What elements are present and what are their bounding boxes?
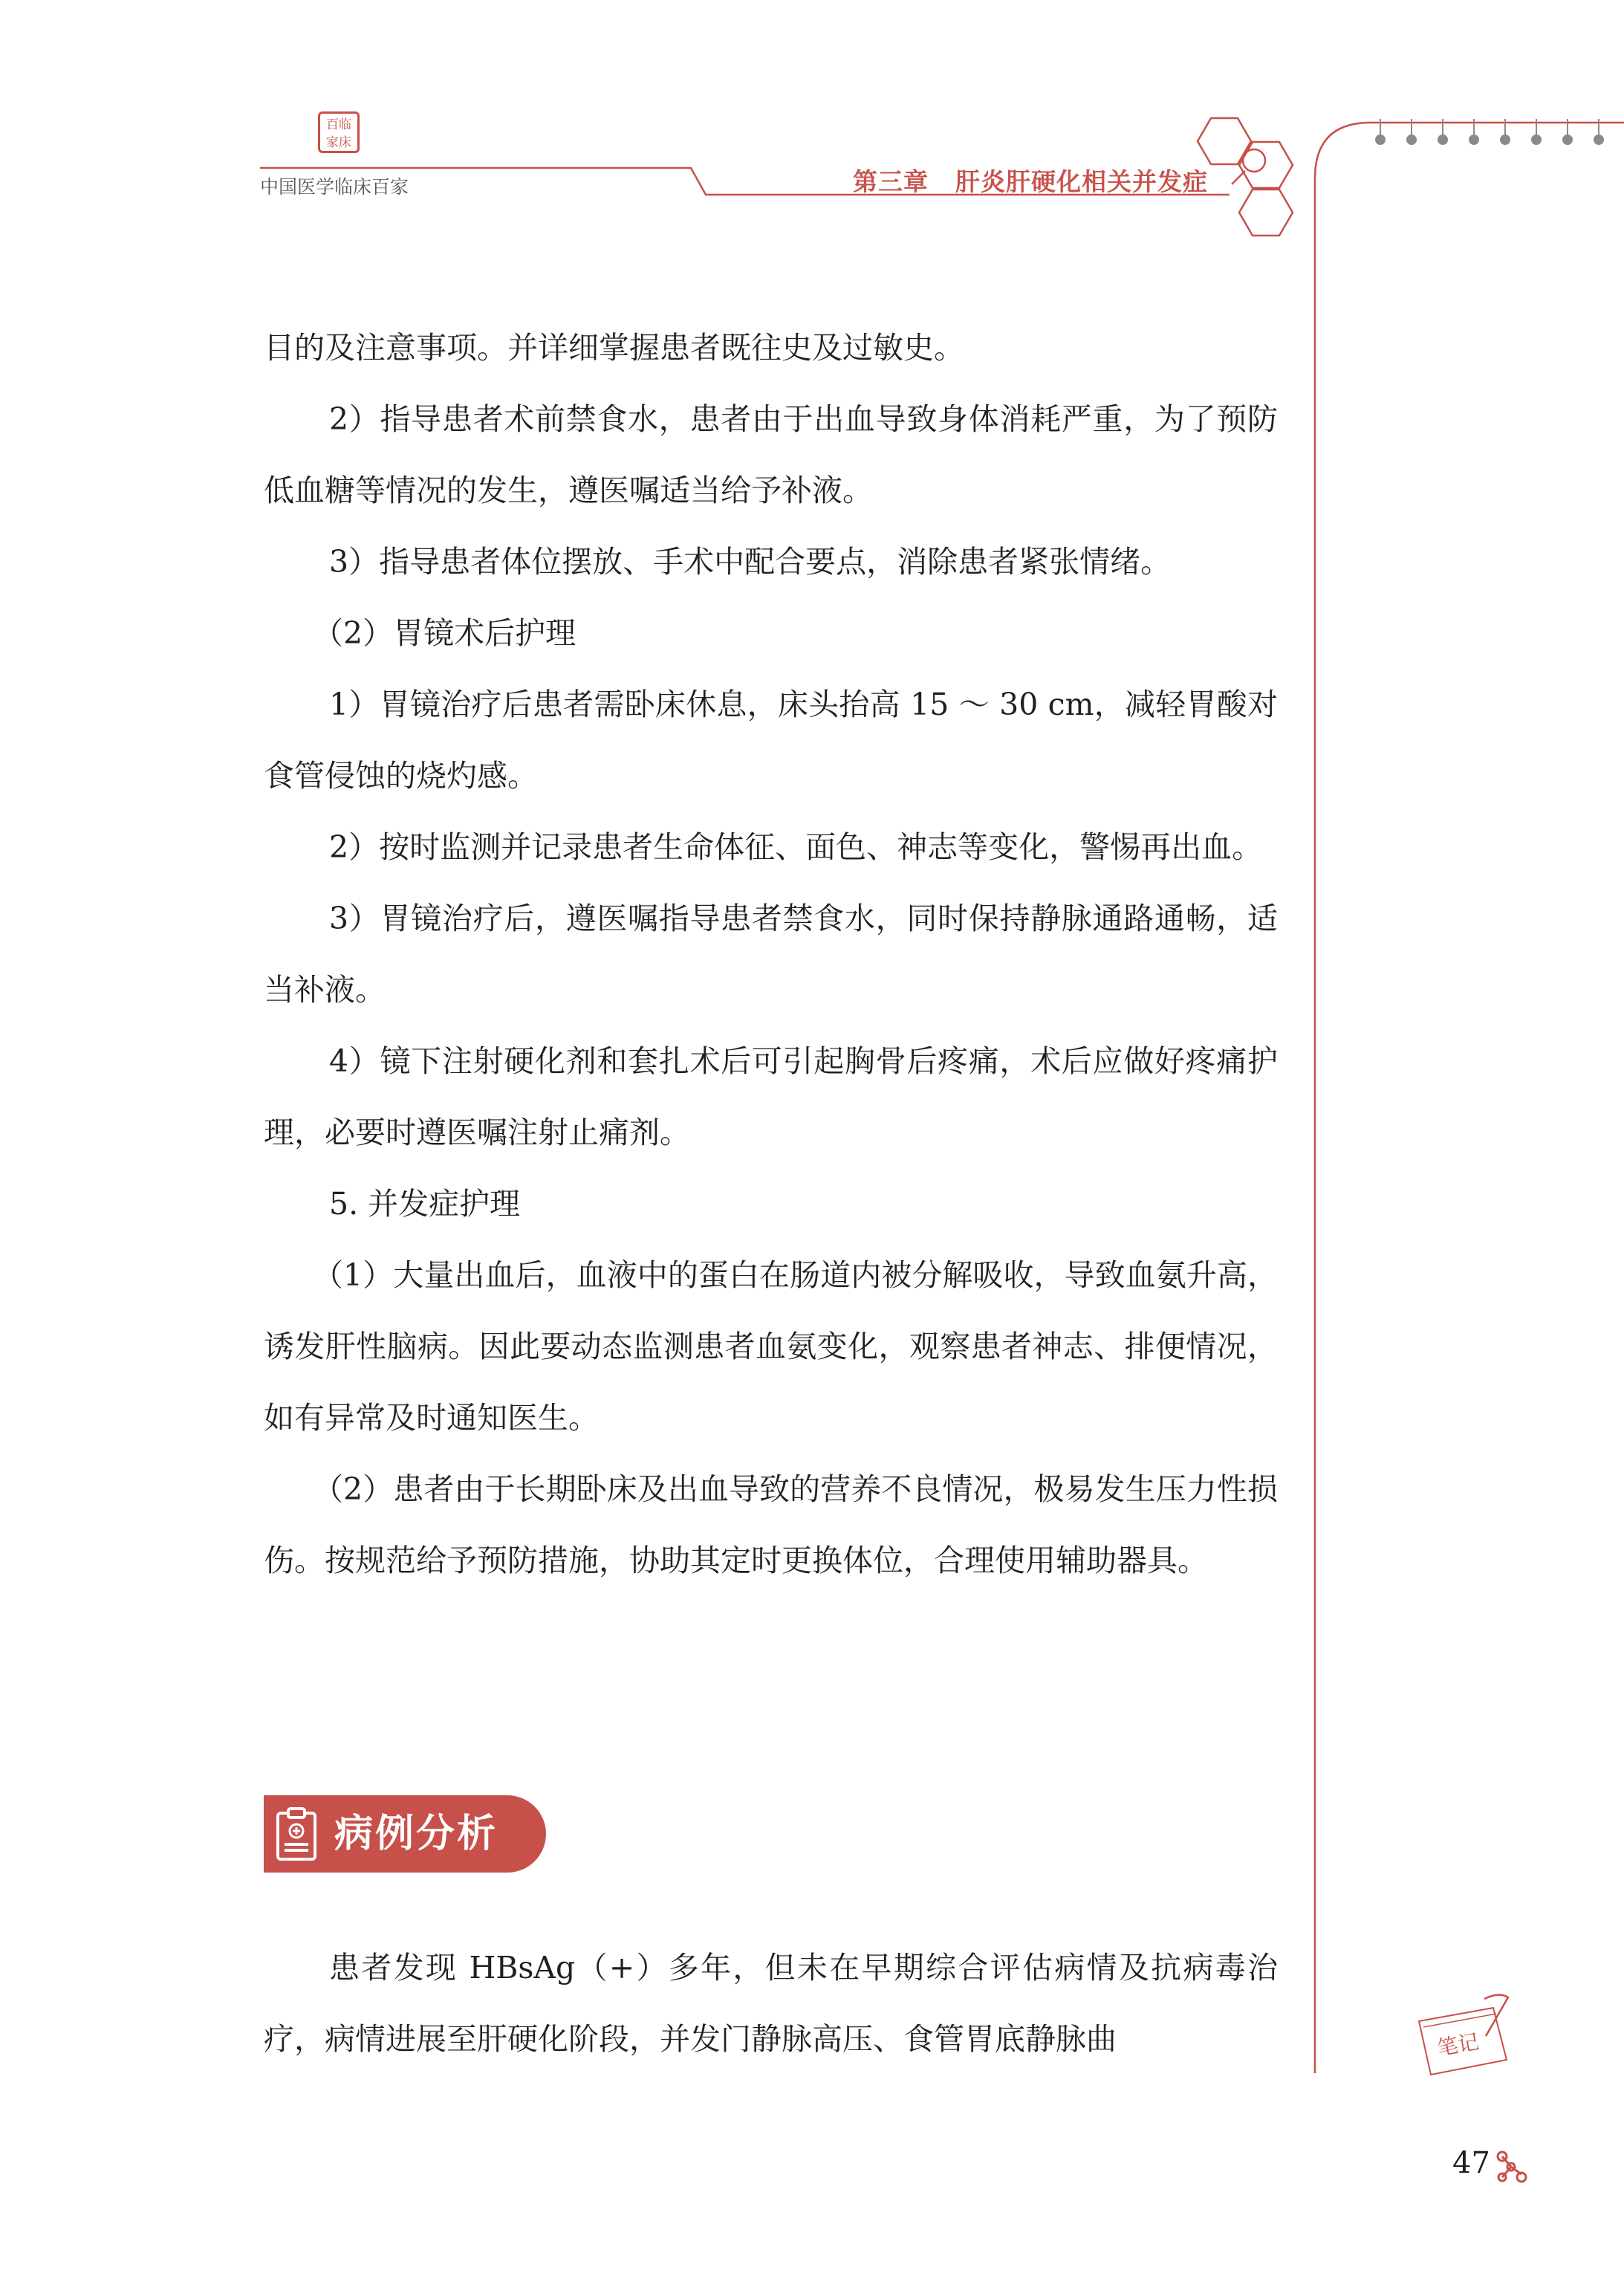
paragraph: 2）指导患者术前禁食水，患者由于出血导致身体消耗严重，为了预防低血糖等情况的发生，遵医嘱适当给予补液。 [264, 401, 1278, 508]
chapter-heading [853, 163, 1208, 198]
page-number [1452, 2146, 1490, 2180]
logo-seal-text: 百临家床 [326, 117, 351, 150]
chapter-title: 肝炎肝硬化相关并发症 [955, 167, 1208, 196]
paragraph: （2）患者由于长期卧床及出血导致的营养不良情况，极易发生压力性损伤。按规范给予预防措施，协助其定时更换体位，合理使用辅助器具。 [264, 1471, 1278, 1578]
paragraph: 2）按时监测并记录患者生命体征、面色、神志等变化，警惕再出血。 [329, 829, 1263, 865]
paragraph: 3）指导患者体位摆放、手术中配合要点，消除患者紧张情绪。 [329, 544, 1172, 580]
section-title: 病例分析 [334, 1812, 498, 1856]
page-number-text: 47 [1452, 2146, 1490, 2180]
body-text [264, 312, 1278, 1596]
molecule-icon [1495, 2149, 1527, 2186]
section-body [264, 1932, 1278, 2075]
notes-icon [1412, 1991, 1516, 2081]
clipboard-icon [275, 1806, 318, 1862]
paragraph: 1）胃镜治疗后患者需卧床休息，床头抬高 15 ～ 30 cm，减轻胃酸对食管侵蚀的烧灼感。 [264, 687, 1278, 794]
subheading: 5. 并发症护理 [329, 1186, 521, 1222]
paragraph: 3）胃镜治疗后，遵医嘱指导患者禁食水，同时保持静脉通路通畅，适当补液。 [264, 901, 1278, 1008]
notes-label: 笔记 [1435, 2029, 1481, 2061]
chapter-label: 第三章 [853, 167, 929, 196]
paragraph: 患者发现 HBsAg（+）多年，但未在早期综合评估病情及抗病毒治疗，病情进展至肝硬化阶段，并发门静脉高压、食管胃底静脉曲 [264, 1950, 1278, 2057]
paragraph: （1）大量出血后，血液中的蛋白在肠道内被分解吸收，导致血氨升高，诱发肝性脑病。因此要动态监测患者血氨变化，观察患者神志、排便情况，如有异常及时通知医生。 [264, 1257, 1278, 1436]
paragraph: 4）镜下注射硬化剂和套扎术后可引起胸骨后疼痛，术后应做好疼痛护理，必要时遵医嘱注射止痛剂。 [264, 1043, 1278, 1150]
paragraph: 目的及注意事项。并详细掌握患者既往史及过敏史。 [264, 330, 964, 366]
subheading: （2）胃镜术后护理 [313, 615, 576, 651]
series-brand: 中国医学临床百家 [260, 176, 409, 198]
